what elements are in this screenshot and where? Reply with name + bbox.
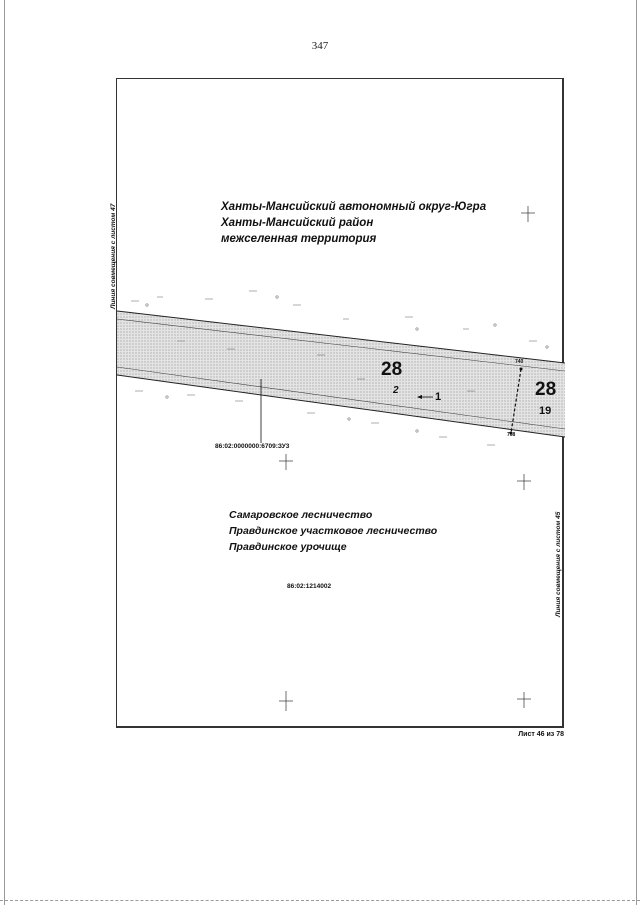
match-line-right-label: Линия совмещения с листом 45 xyxy=(555,511,562,617)
map-frame xyxy=(110,78,564,728)
scan-edge-bottom xyxy=(0,900,640,902)
cadastral-quarter-label: 86:02:1214002 xyxy=(287,583,332,590)
crosshair-marker-3 xyxy=(517,474,531,490)
forestry-line-3: Правдинское урочище xyxy=(229,541,347,553)
forestry-line-1: Самаровское лесничество xyxy=(229,509,373,521)
scan-edge-left xyxy=(4,0,5,905)
forestry-line-2: Правдинское участковое лесничество xyxy=(229,525,438,537)
section-number-right: 19 xyxy=(539,405,552,417)
quarter-number-left: 28 xyxy=(381,359,403,380)
cadastral-plot-label: 86:02:0000000:6709:ЗУ3 xyxy=(215,443,290,450)
crosshair-marker-2 xyxy=(279,454,293,470)
quarter-number-right: 28 xyxy=(535,379,557,400)
crosshair-marker-5 xyxy=(517,692,531,708)
parcel-number: 1 xyxy=(435,391,442,403)
region-line-1: Ханты-Мансийский автономный округ-Югра xyxy=(221,201,487,213)
crosshair-marker-1 xyxy=(521,206,535,222)
section-number-left: 2 xyxy=(393,385,399,396)
match-line-left-label: Линия совмещения с листом 47 xyxy=(110,203,117,309)
crosshair-marker-4 xyxy=(279,691,293,711)
region-line-2: Ханты-Мансийский район xyxy=(221,217,374,229)
region-line-3: межселенная территория xyxy=(221,233,377,245)
corridor-band xyxy=(117,311,565,437)
region-label xyxy=(221,199,486,247)
scan-edge-right xyxy=(636,0,637,905)
map-drawing xyxy=(117,79,565,729)
page-number: 347 xyxy=(311,40,329,52)
point-label-top: 740 xyxy=(515,359,524,365)
point-740-marker xyxy=(520,368,523,371)
sheet-number-label: Лист 46 из 78 xyxy=(518,731,564,738)
forestry-label xyxy=(229,507,437,555)
point-label-bottom: 768 xyxy=(507,432,516,438)
